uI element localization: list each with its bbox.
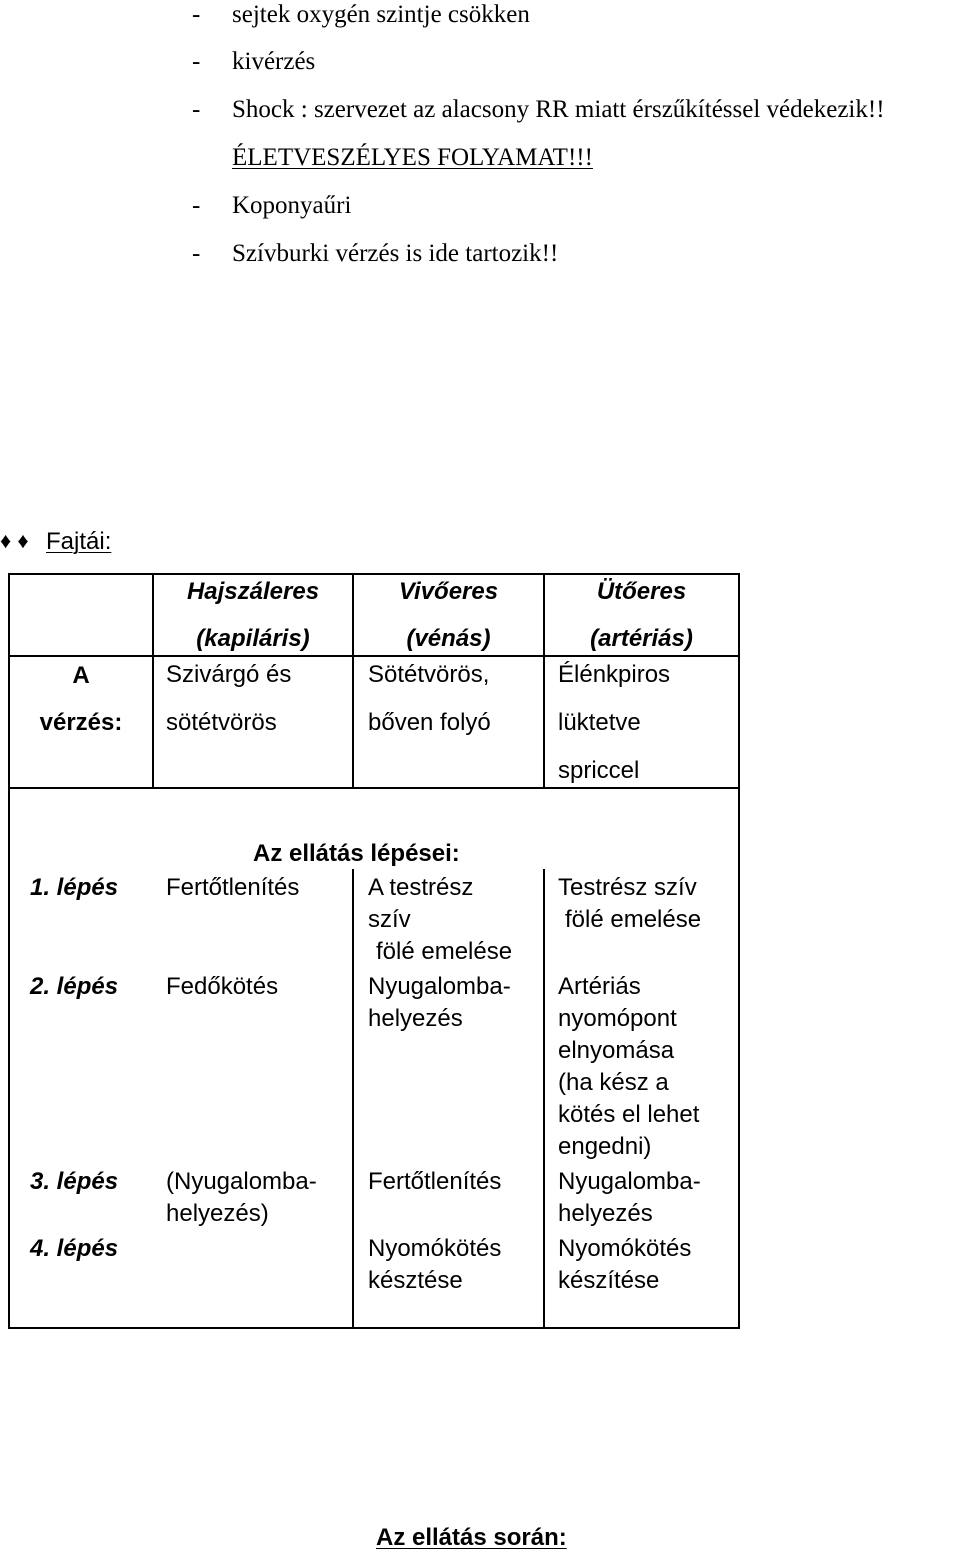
table-col-divider bbox=[543, 869, 545, 1329]
list-dash: - bbox=[192, 96, 201, 123]
step-label: 2. lépés bbox=[30, 973, 119, 1000]
step-cell: Fertőtlenítés bbox=[368, 1168, 502, 1195]
step-cell: Nyomókötés bbox=[558, 1235, 692, 1262]
table-col-divider bbox=[543, 573, 545, 789]
step-cell: Nyomókötés bbox=[368, 1235, 502, 1262]
step-cell: Fedőkötés bbox=[166, 973, 279, 1000]
list-item: Shock : szervezet az alacsony RR miatt érszűkítéssel védekezik!! bbox=[232, 96, 885, 123]
table-row-divider bbox=[8, 787, 740, 789]
step-cell: kötés el lehet bbox=[558, 1101, 700, 1128]
step-cell: helyezés) bbox=[166, 1200, 269, 1227]
step-cell: Testrész szív bbox=[558, 874, 697, 901]
list-item: kivérzés bbox=[232, 48, 316, 75]
step-cell: elnyomása bbox=[558, 1037, 675, 1064]
table-cell: bőven folyó bbox=[368, 709, 491, 736]
list-dash: - bbox=[192, 192, 201, 219]
step-cell: (ha kész a bbox=[558, 1069, 669, 1096]
step-cell: A testrész bbox=[368, 874, 474, 901]
step-cell: Nyugalomba- bbox=[558, 1168, 701, 1195]
table-row-divider bbox=[8, 655, 740, 657]
table-border-bottom bbox=[8, 1327, 740, 1329]
header-capillary-sub: (kapiláris) bbox=[196, 625, 310, 652]
table-cell: Élénkpiros bbox=[558, 661, 671, 688]
steps-title: Az ellátás lépései: bbox=[253, 840, 460, 867]
step-cell: helyezés bbox=[368, 1005, 463, 1032]
table-col-divider bbox=[352, 573, 354, 789]
header-capillary: Hajszáleres bbox=[186, 578, 320, 605]
footer-heading: Az ellátás során: bbox=[376, 1524, 567, 1551]
list-item: sejtek oxygén szintje csökken bbox=[232, 1, 530, 28]
step-cell: szív bbox=[368, 906, 411, 933]
warning-text: ÉLETVESZÉLYES FOLYAMAT!!! bbox=[232, 144, 593, 171]
step-label: 3. lépés bbox=[30, 1168, 119, 1195]
step-cell: (Nyugalomba- bbox=[166, 1168, 317, 1195]
table-cell: sötétvörös bbox=[166, 709, 277, 736]
table-col-divider bbox=[152, 573, 154, 789]
step-cell: Nyugalomba- bbox=[368, 973, 511, 1000]
list-dash: - bbox=[192, 1, 201, 28]
step-label: 4. lépés bbox=[30, 1235, 119, 1262]
step-cell: Fertőtlenítés bbox=[166, 874, 300, 901]
header-venous-sub: (vénás) bbox=[406, 625, 491, 652]
list-item: Koponyaűri bbox=[232, 192, 352, 219]
step-cell: Artériás bbox=[558, 973, 641, 1000]
table-cell: spriccel bbox=[558, 757, 640, 784]
row-label: A bbox=[72, 662, 90, 689]
table-cell: lüktetve bbox=[558, 709, 641, 736]
section-title: Fajtái: bbox=[46, 528, 112, 555]
row-label: vérzés: bbox=[39, 709, 123, 736]
step-cell: fölé emelése bbox=[376, 938, 513, 965]
step-cell: készítése bbox=[558, 1267, 660, 1294]
table-cell: Sötétvörös, bbox=[368, 661, 490, 688]
table-col-divider bbox=[352, 869, 354, 1329]
list-dash: - bbox=[192, 48, 201, 75]
step-cell: fölé emelése bbox=[565, 906, 702, 933]
header-arterial-sub: (artériás) bbox=[590, 625, 693, 652]
step-cell: helyezés bbox=[558, 1200, 653, 1227]
table-border-top bbox=[8, 573, 740, 575]
table-cell: Szivárgó és bbox=[166, 661, 292, 688]
step-cell: engedni) bbox=[558, 1133, 652, 1160]
diamond-bullet-icon: ♦ ♦ bbox=[0, 528, 29, 553]
table-border-right bbox=[738, 573, 740, 1329]
step-cell: késztése bbox=[368, 1267, 463, 1294]
step-label: 1. lépés bbox=[30, 874, 119, 901]
step-cell: nyomópont bbox=[558, 1005, 677, 1032]
list-dash: - bbox=[192, 240, 201, 267]
header-arterial: Ütőeres bbox=[596, 578, 687, 605]
list-item: Szívburki vérzés is ide tartozik!! bbox=[232, 240, 559, 267]
header-venous: Vivőeres bbox=[398, 578, 499, 605]
